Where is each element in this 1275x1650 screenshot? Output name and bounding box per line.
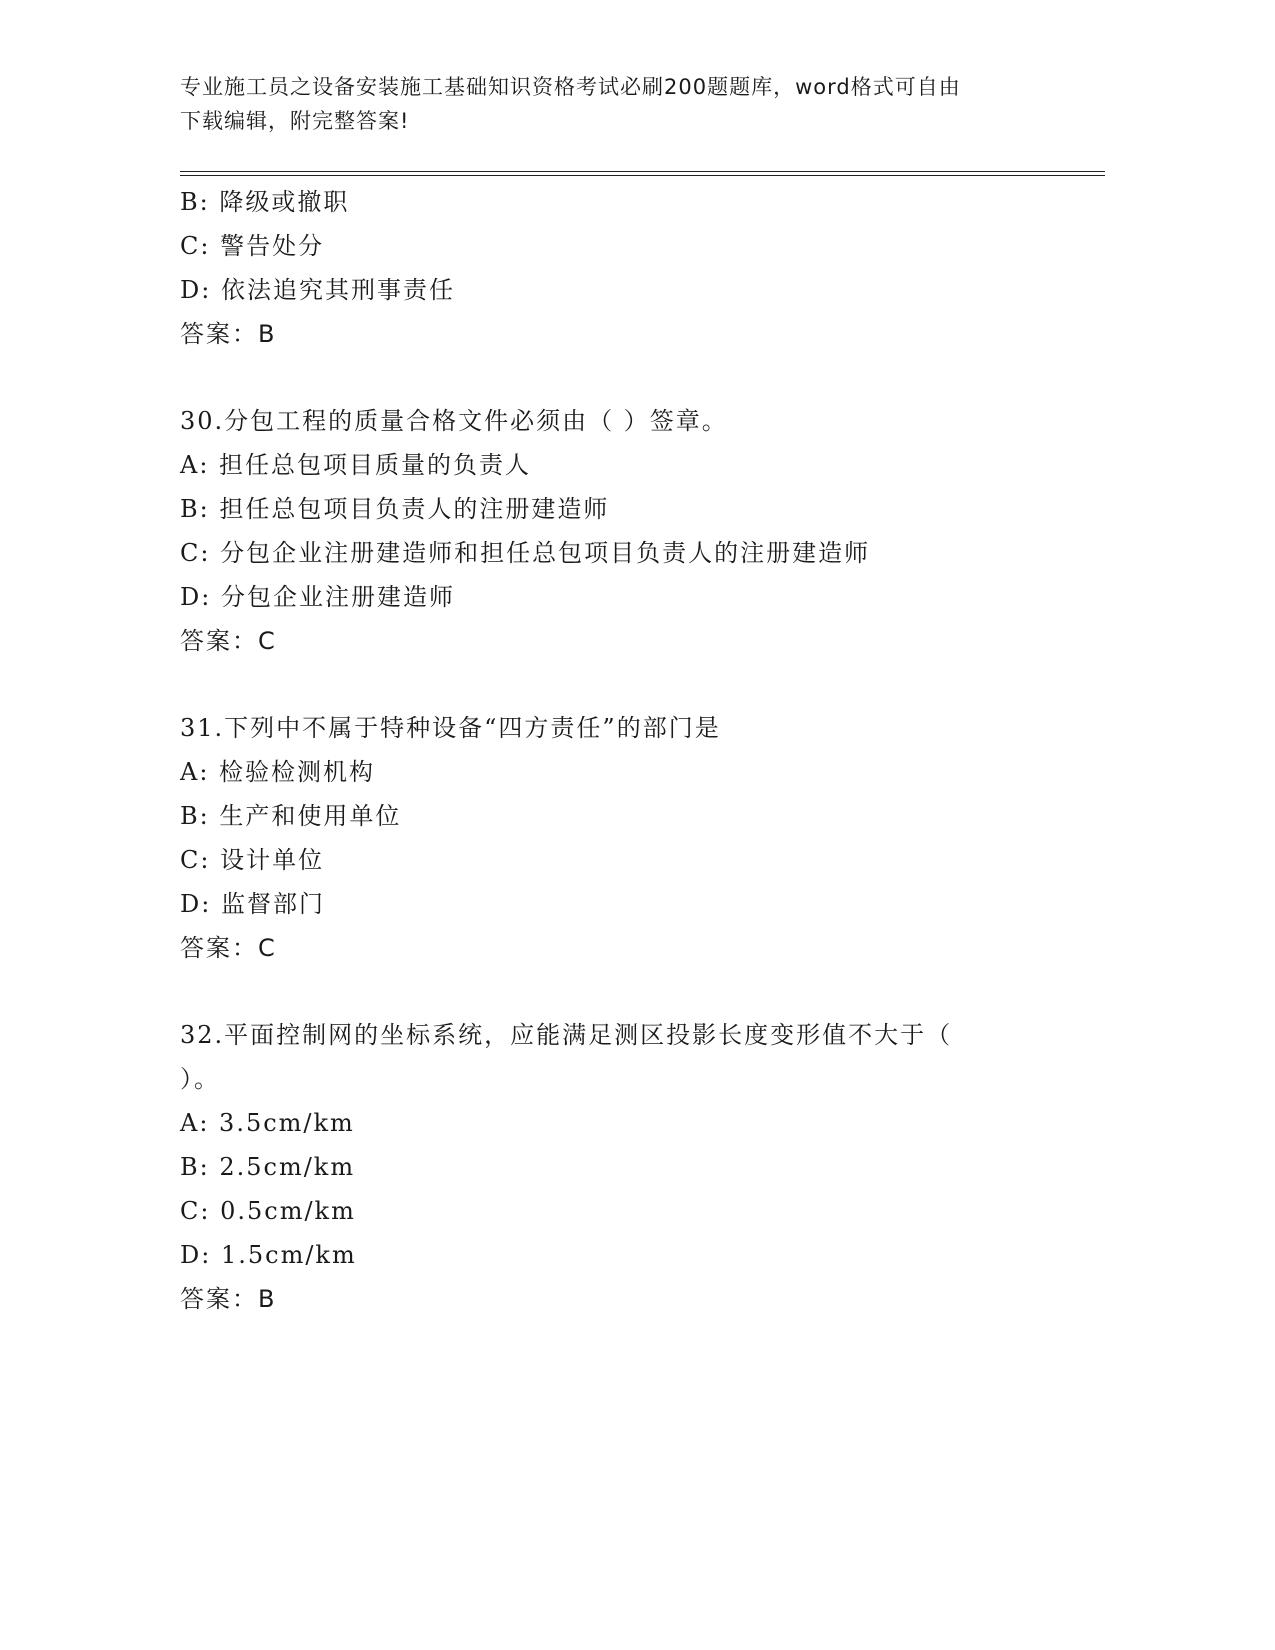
- question-29-block: [180, 180, 1080, 356]
- option-b: B: 2.5cm/km: [180, 1153, 356, 1181]
- question-spacer: [180, 356, 1080, 399]
- header-line-1: 专业施工员之设备安装施工基础知识资格考试必刷200题题库，word格式可自由: [180, 75, 961, 99]
- option-b: B: 生产和使用单位: [180, 802, 402, 830]
- question-text-line-1: 32.平面控制网的坐标系统，应能满足测区投影长度变形值不大于（: [180, 1021, 953, 1049]
- option-d: D: 1.5cm/km: [180, 1241, 357, 1269]
- option-b: B: 降级或撤职: [180, 188, 350, 216]
- option-c: C: 分包企业注册建造师和担任总包项目负责人的注册建造师: [180, 539, 871, 567]
- header-divider-bottom: [180, 175, 1105, 176]
- question-31-block: [180, 706, 1080, 970]
- question-spacer: [180, 970, 1080, 1013]
- answer-line: 答案：C: [180, 934, 277, 962]
- answer-line: 答案：B: [180, 320, 277, 348]
- option-c: C: 警告处分: [180, 232, 325, 260]
- question-spacer: [180, 663, 1080, 706]
- question-list: [180, 180, 1080, 1321]
- option-c: C: 0.5cm/km: [180, 1197, 356, 1225]
- option-c: C: 设计单位: [180, 846, 325, 874]
- option-a: A: 检验检测机构: [180, 758, 376, 786]
- option-d: D: 依法追究其刑事责任: [180, 276, 455, 304]
- option-a: A: 3.5cm/km: [180, 1109, 355, 1137]
- header-line-2: 下载编辑，附完整答案!: [180, 109, 410, 133]
- question-text: 30.分包工程的质量合格文件必须由（ ）签章。: [180, 407, 728, 435]
- option-a: A: 担任总包项目质量的负责人: [180, 451, 532, 479]
- option-d: D: 分包企业注册建造师: [180, 583, 455, 611]
- question-30-block: [180, 399, 1080, 663]
- option-d: D: 监督部门: [180, 890, 325, 918]
- document-header: [180, 70, 1040, 138]
- question-text-line-2: ）。: [180, 1065, 220, 1093]
- question-text: 31.下列中不属于特种设备“四方责任”的部门是: [180, 714, 721, 742]
- option-b: B: 担任总包项目负责人的注册建造师: [180, 495, 610, 523]
- question-32-block: [180, 1013, 1080, 1321]
- answer-line: 答案：B: [180, 1285, 277, 1313]
- header-divider-top: [180, 171, 1105, 172]
- answer-line: 答案：C: [180, 627, 277, 655]
